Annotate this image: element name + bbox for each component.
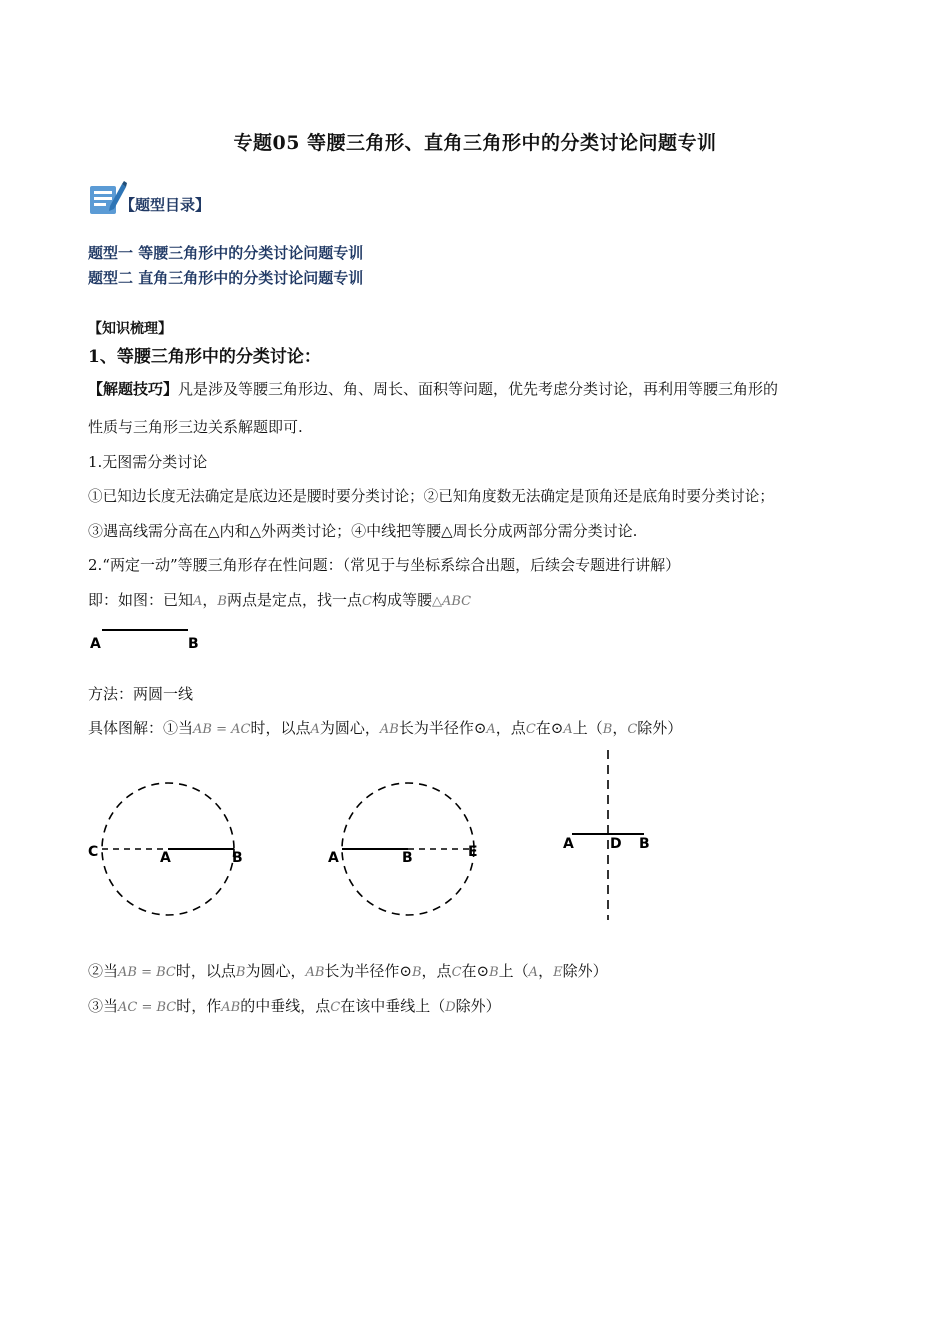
math-c: C (330, 1000, 341, 1015)
circle-center-a-figure (84, 770, 254, 920)
point-label-b: B (232, 850, 243, 866)
perpendicular-bisector-figure (560, 748, 660, 923)
text: 上（ (498, 962, 529, 980)
text: ， (612, 719, 628, 737)
case3-line (88, 995, 501, 1016)
text: 两点是定点，找一点 (226, 591, 362, 609)
math-a: A (486, 722, 496, 737)
text: 长为半径作⊙ (324, 962, 412, 980)
tip-label: 【解题技巧】 (88, 380, 179, 398)
point1-title: 1.无图需分类讨论 (88, 453, 208, 471)
text: 上（ (572, 719, 603, 737)
math-e: E (553, 965, 563, 980)
toc-item-type-1[interactable]: 题型一 等腰三角形中的分类讨论问题专训 (88, 244, 364, 262)
tip-line-1 (88, 378, 778, 399)
math-c: C (362, 594, 372, 609)
math-b: B (602, 722, 613, 737)
math-a: A (528, 965, 539, 980)
math-b: B (235, 965, 246, 980)
text: 具体图解：①当 (88, 719, 194, 737)
math-ac-eq-bc: AC = BC (118, 1000, 177, 1015)
math-ab-eq-ac: AB = AC (193, 722, 251, 737)
point-label-a: A (563, 836, 574, 852)
text: 在⊙ (535, 719, 564, 737)
text: 时，以点 (175, 962, 236, 980)
text: 时，以点 (250, 719, 311, 737)
point-label-c: C (88, 844, 99, 860)
text: 在该中垂线上（ (340, 997, 446, 1015)
text: ②当 (88, 962, 119, 980)
point-label-b: B (402, 850, 413, 866)
text: 在⊙ (461, 962, 490, 980)
math-c: C (451, 965, 462, 980)
text: 为圆心， (319, 719, 380, 737)
point-label-b: B (639, 836, 650, 852)
text: 除外） (455, 997, 501, 1015)
math-b: B (217, 594, 227, 609)
text: 即：如图：已知 (88, 591, 194, 609)
point-label-b: B (188, 636, 199, 652)
math-ab: AB (305, 965, 325, 980)
toc-heading-label: 【题型目录】 (120, 196, 211, 214)
circle-center-b-figure (322, 770, 497, 920)
text: ③当 (88, 997, 119, 1015)
section-title: 1、等腰三角形中的分类讨论： (88, 347, 321, 367)
point2-title: 2.“两定一动”等腰三角形存在性问题：（常见于与坐标系综合出题，后续会专题进行讲解） (88, 556, 681, 574)
math-c: C (627, 722, 638, 737)
tip-text-1: 凡是涉及等腰三角形边、角、周长、面积等问题，优先考虑分类讨论，再利用等腰三角形的 (178, 380, 779, 398)
page-title: 专题05 等腰三角形、直角三角形中的分类讨论问题专训 (233, 132, 717, 154)
text: ， (538, 962, 554, 980)
math-d: D (445, 1000, 456, 1015)
point1-line-1: ①已知边长度无法确定是底边还是腰时要分类讨论；②已知角度数无法确定是顶角还是底角时要分类讨论； (88, 488, 774, 505)
point-label-a: A (160, 850, 171, 866)
text: ，点 (421, 962, 452, 980)
point1-line-2: ③遇高线需分高在△内和△外两类讨论；④中线把等腰△周长分成两部分需分类讨论. (88, 522, 638, 540)
math-triangle-abc: △ABC (431, 594, 472, 609)
text: ，点 (495, 719, 526, 737)
text: 为圆心， (245, 962, 306, 980)
text: 除外） (562, 962, 608, 980)
text: 构成等腰 (371, 591, 432, 609)
point2-line (88, 589, 471, 610)
math-b: B (489, 965, 499, 980)
point-label-a: A (328, 850, 339, 866)
math-ab: AB (379, 722, 399, 737)
text: 长为半径作⊙ (398, 719, 487, 737)
math-a: A (563, 722, 573, 737)
text: 时，作 (176, 997, 222, 1015)
text: 除外） (637, 719, 683, 737)
math-ab: AB (221, 1000, 241, 1015)
point-label-d: D (610, 836, 622, 852)
detail-line (88, 717, 682, 738)
point-label-a: A (90, 636, 101, 652)
math-a: A (310, 722, 320, 737)
math-ab-eq-bc: AB = BC (118, 965, 176, 980)
case2-line (88, 960, 608, 981)
method-line: 方法：两圆一线 (88, 685, 194, 703)
math-c: C (525, 722, 536, 737)
math-a: A (193, 594, 203, 609)
math-b: B (411, 965, 422, 980)
segment-ab-figure (86, 620, 216, 652)
text: 的中垂线，点 (240, 997, 331, 1015)
point-label-e: E (468, 844, 478, 860)
text: ， (202, 591, 218, 609)
toc-item-type-2[interactable]: 题型二 直角三角形中的分类讨论问题专训 (88, 269, 364, 287)
tip-line-2: 性质与三角形三边关系解题即可. (88, 418, 303, 436)
knowledge-label: 【知识梳理】 (88, 321, 172, 337)
